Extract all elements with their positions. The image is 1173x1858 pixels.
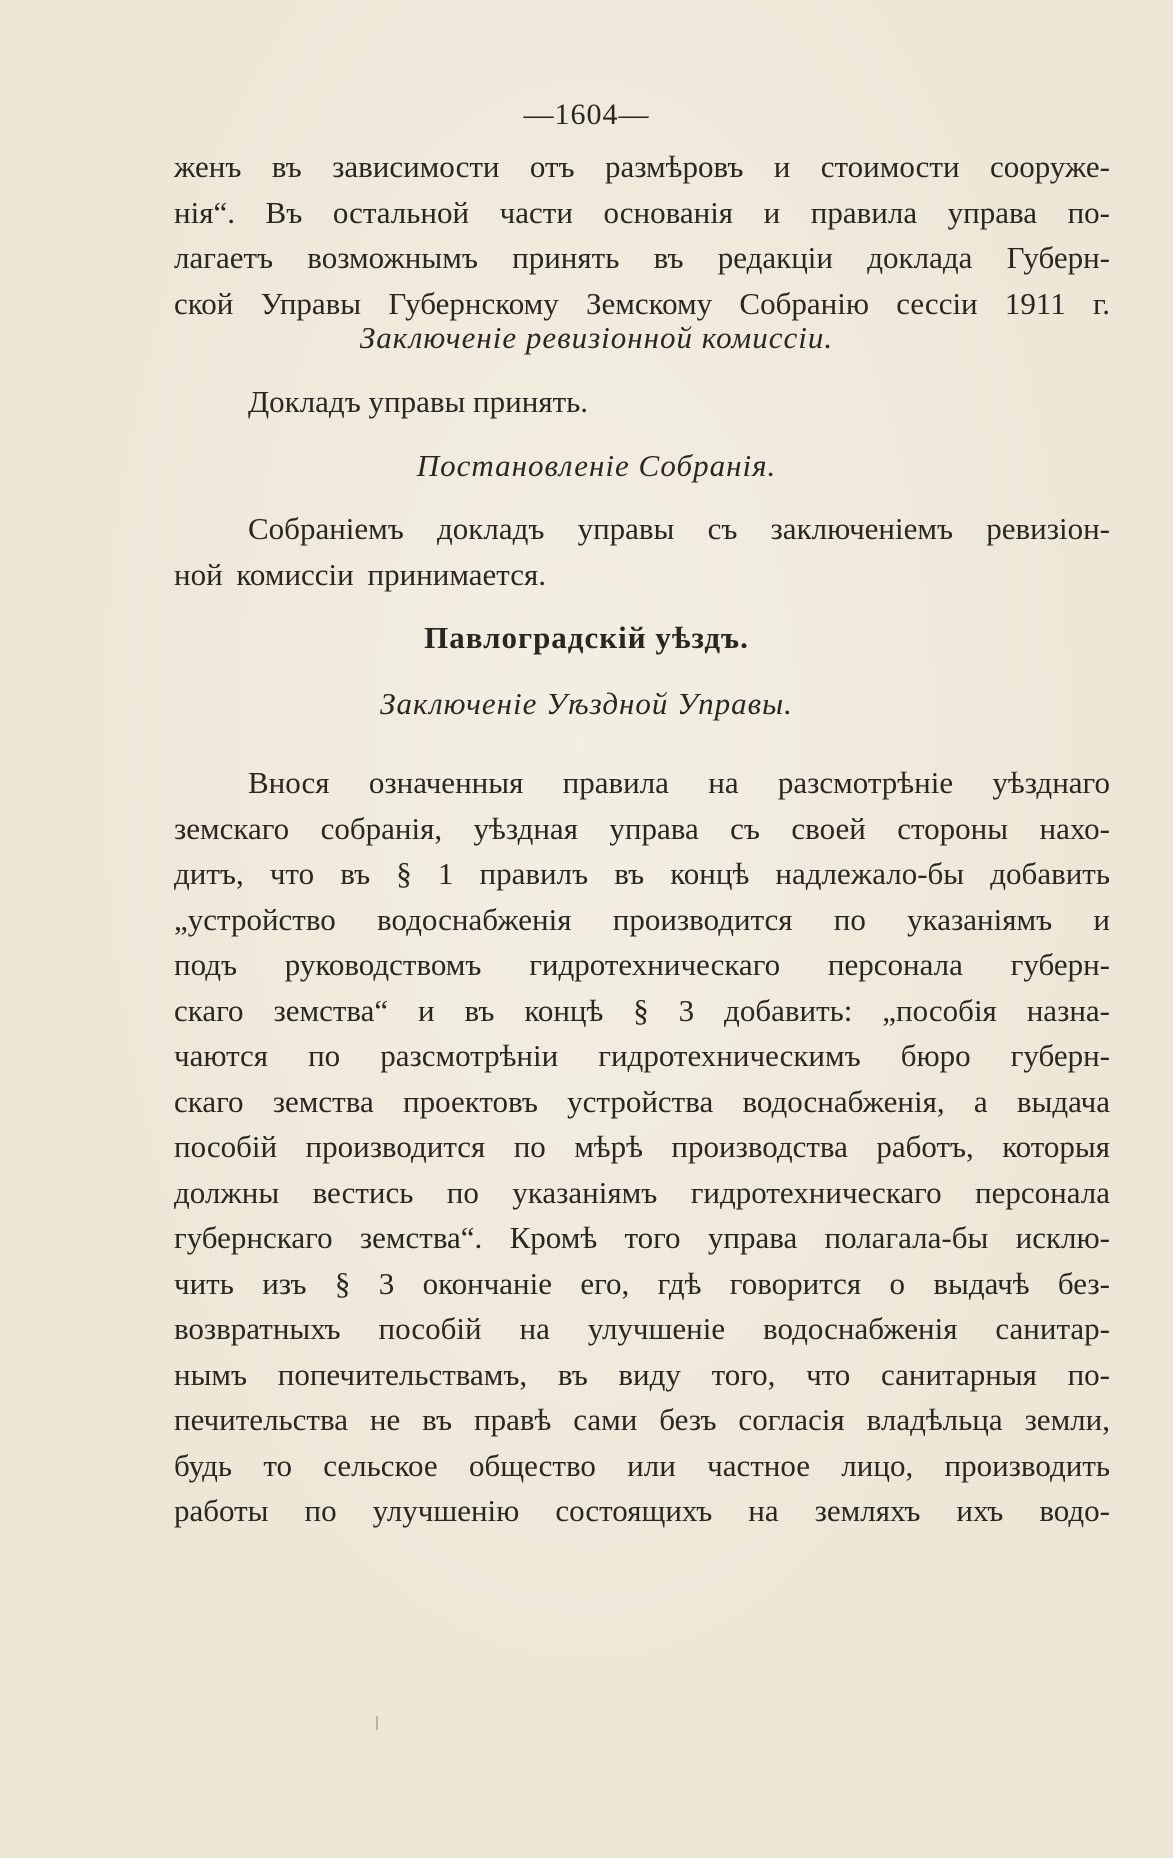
text-line: чить изъ § 3 окончаніе его, гдѣ говорится о выдачѣ без- (174, 1265, 1110, 1301)
text-line: скаго земства“ и въ концѣ § 3 добавить: „пособія назна- (174, 992, 1110, 1028)
text-line: нія“. Въ остальной части основанія и правила управа по- (174, 194, 1110, 230)
text-line: работы по улучшенію состоящихъ на земляхъ ихъ водо- (174, 1493, 1110, 1528)
paragraph-district-board (174, 760, 1110, 1534)
text-line: подъ руководствомъ гидротехническаго персонала губерн- (174, 947, 1110, 982)
heading-revision-commission: Заключеніе ревизіонной комиссіи. (359, 320, 834, 355)
page-number: —1604— (523, 98, 650, 131)
text-line: Внося означенныя правила на разсмотрѣніе уѣзднаго (248, 765, 1110, 800)
text-line: скаго земства проектовъ устройства водоснабженія, а выдача (174, 1083, 1110, 1119)
heading-assembly-resolution: Постановленіе Собранія. (416, 448, 777, 483)
scan-mark (376, 1716, 378, 1730)
text-line: должны вестись по указаніямъ гидротехническаго персонала (174, 1174, 1110, 1210)
paragraph-report-accepted: Докладъ управы принять. (248, 384, 589, 419)
text-line: ской Управы Губернскому Земскому Собранію сессіи 1911 г. (174, 285, 1110, 321)
text-line: лагаетъ возможнымъ принять въ редакціи доклада Губерн- (174, 240, 1110, 275)
heading-pavlograd-district: Павлоградскій уѣздъ. (424, 620, 749, 655)
text-line: возвратныхъ пособій на улучшеніе водоснабженія санитар- (174, 1311, 1110, 1346)
text-line: „устройство водоснабженія производится по указаніямъ и (174, 901, 1110, 937)
text-line: нымъ попечительствамъ, въ виду того, что санитарныя по- (174, 1356, 1110, 1392)
heading-district-board-conclusion: Заключеніе Уѣздной Управы. (380, 686, 793, 721)
text-line: земскаго собранія, уѣздная управа съ своей стороны нахо- (174, 810, 1110, 846)
text-line: губернскаго земства“. Кромѣ того управа полагала-бы исклю- (174, 1220, 1110, 1255)
text-line: ной комиссіи принимается. (174, 556, 546, 592)
text-line: будь то сельское общество или частное лицо, производить (174, 1447, 1110, 1483)
text-line: печительства не въ правѣ сами безъ согласія владѣльца земли, (174, 1402, 1110, 1437)
text-line: пособій производится по мѣрѣ производства работъ, которыя (174, 1129, 1110, 1164)
paragraph-continuation (174, 144, 1110, 326)
text-line: дитъ, что въ § 1 правилъ въ концѣ надлежало-бы добавить (174, 856, 1110, 891)
text-line: женъ въ зависимости отъ размѣровъ и стоимости сооруже- (174, 149, 1110, 184)
text-line: чаются по разсмотрѣніи гидротехническимъ бюро губерн- (174, 1038, 1110, 1073)
text-line: Собраніемъ докладъ управы съ заключеніемъ ревизіон- (248, 511, 1110, 546)
paragraph-resolution (174, 506, 1110, 597)
